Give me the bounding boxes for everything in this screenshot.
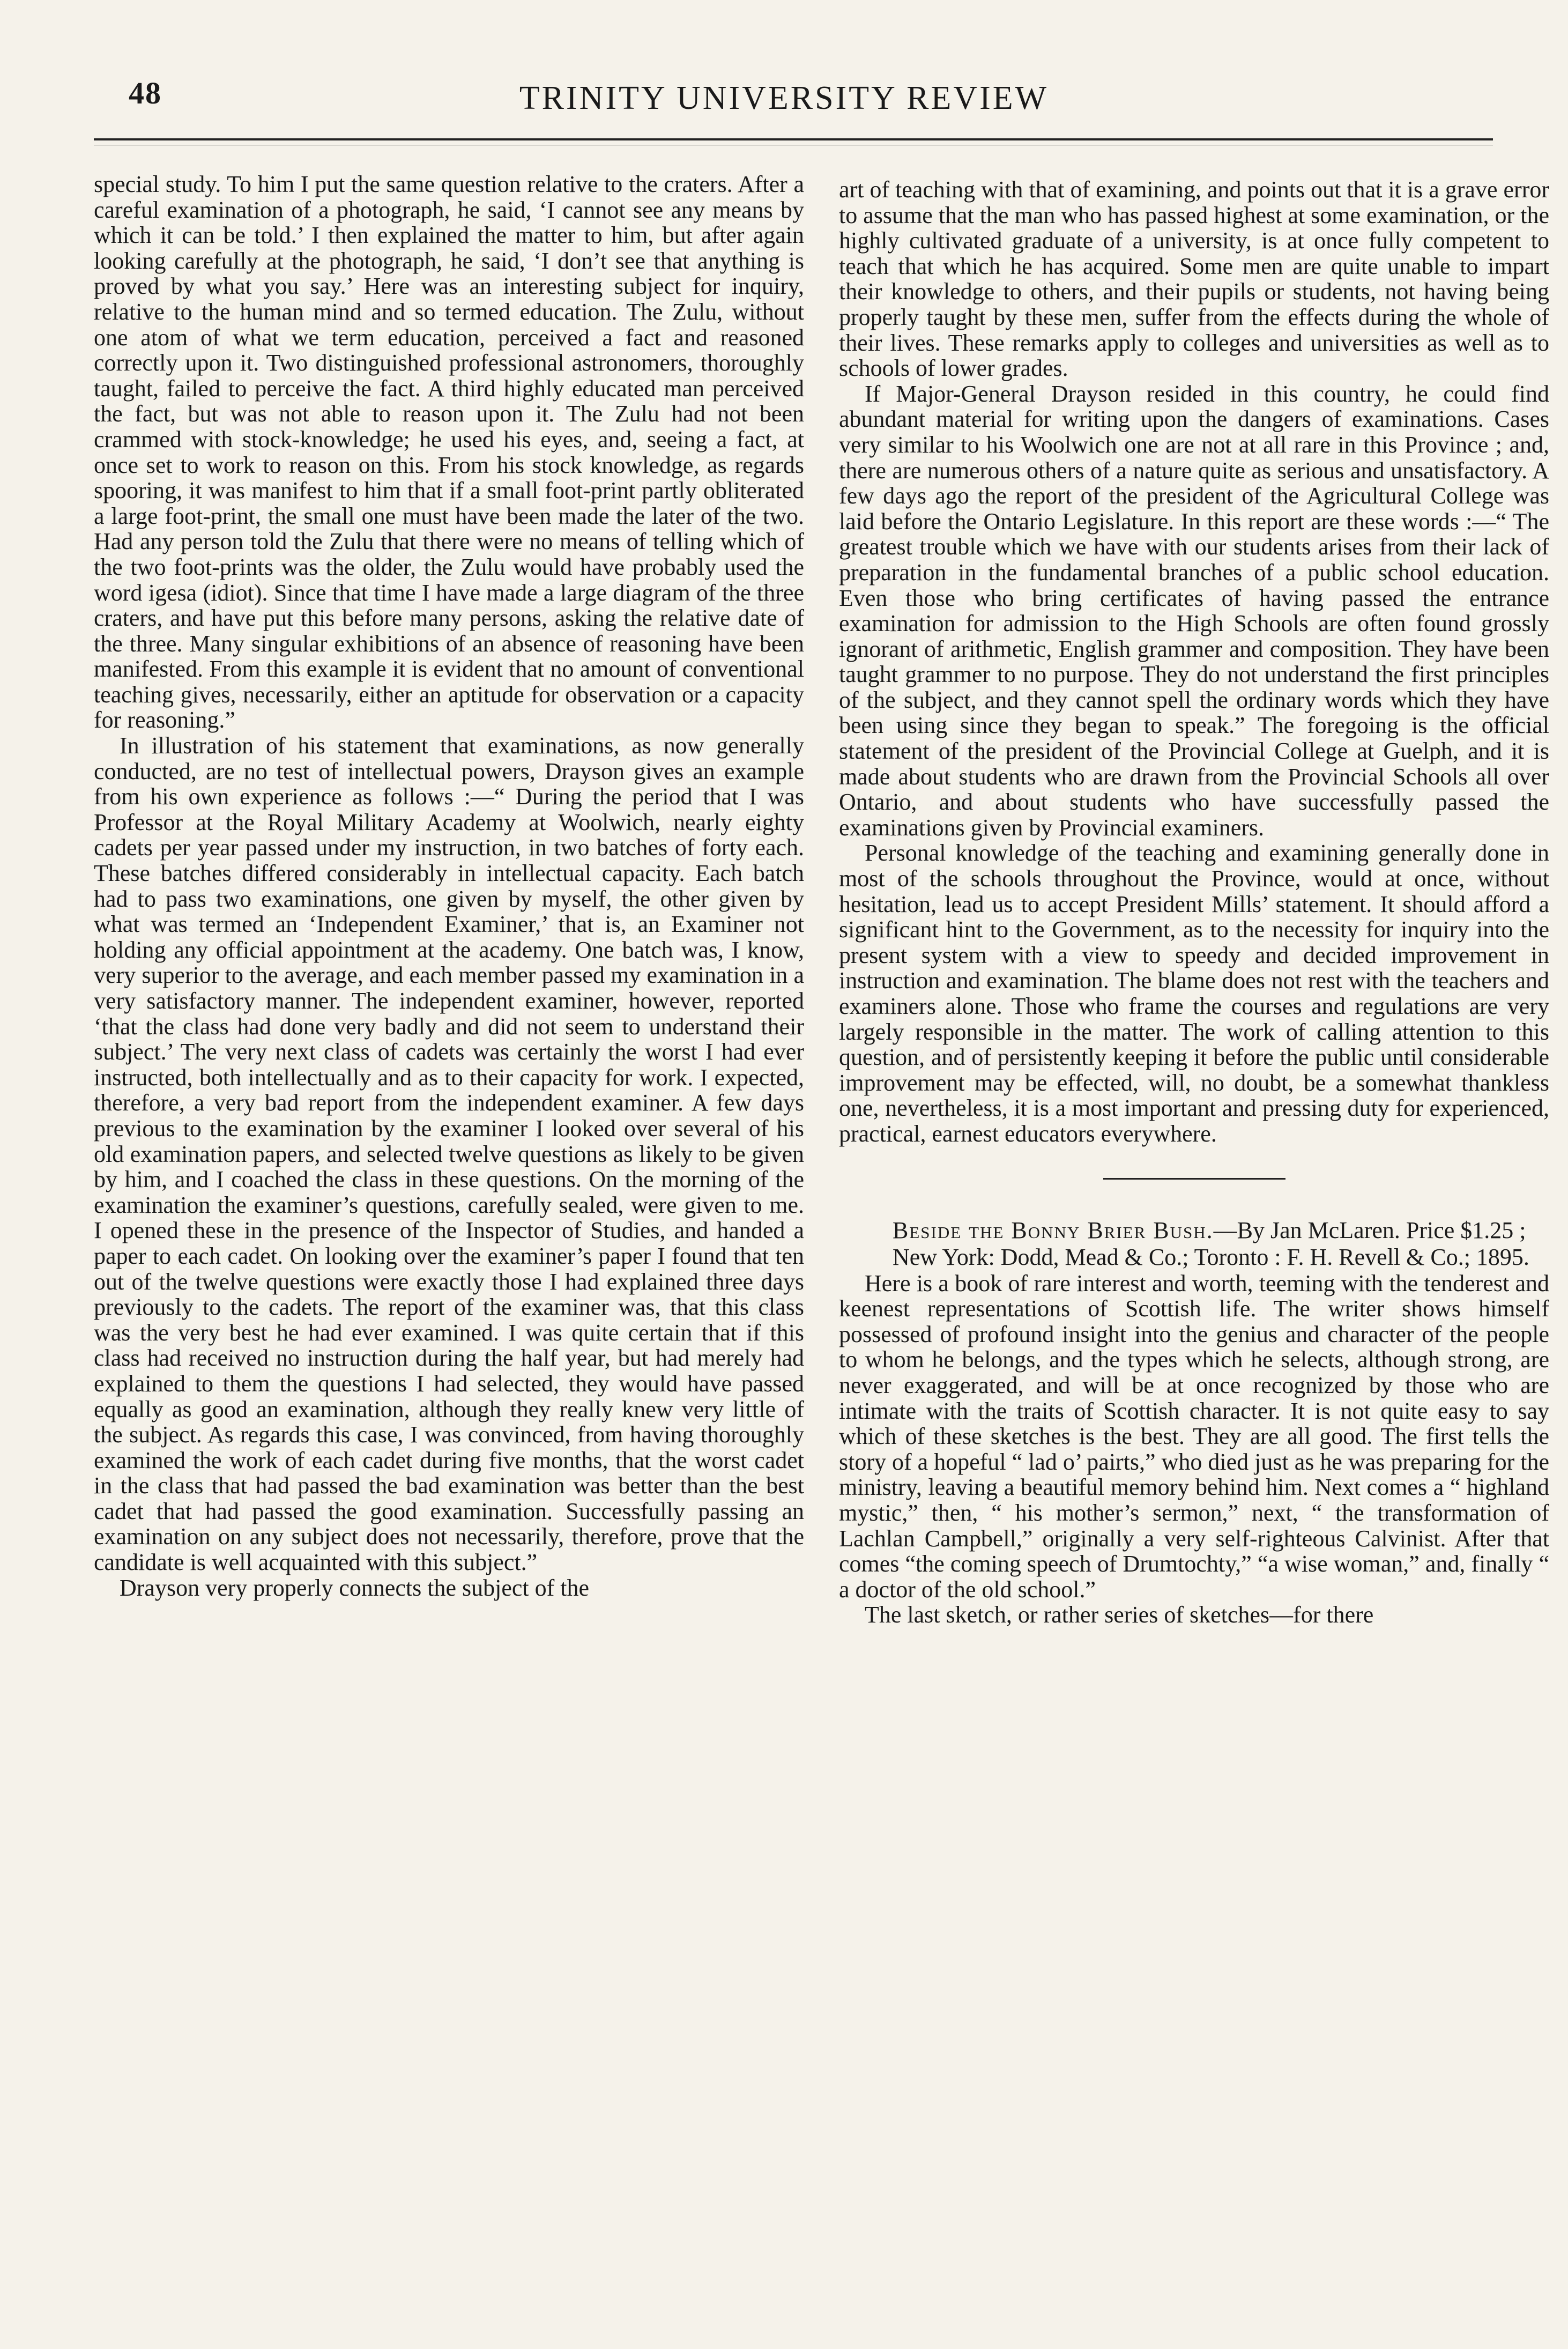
right-paragraph-2: If Major-General Drayson resided in this country, he could find abundant material for writing upon the dangers of examinations. Cases very similar to his Woolwich one are not at all rare in this Province ; and, there are numerous others of a nature quite as serious and unsatisfactory. A few days ago the report of the president of the Agricultural College was laid before the Ontario Legislature. In this report are these words :—“ The greatest trouble which we have with our students arises from their lack of preparation in the fundamental branches of a public school education. Even those who bring certificates of having passed the entrance examination for admission to the High Schools are often found grossly ignorant of arithmetic, English grammer and composition. They have been taught grammer to no purpose. They do not understand the first principles of the subject, and they cannot spell the ordinary words which they have been using since they began to speak.” The foregoing is the official statement of the president of the Provincial College at Guelph, and it is made about students who are drawn from the Provincial Schools all over Ontario, and about students who have successfully passed the examinations given by Provincial examiners. <box>839 380 1549 841</box>
right-paragraph-1: art of teaching with that of examining, and points out that it is a grave error to assume that the man who has passed highest at some examination, or the highly cultivated graduate of a university, is at once fully competent to teach that which he has acquired. Some men are quite unable to impart their knowledge to others, and their pupils or students, not having being properly taught by these men, suffer from the effects during the whole of their lives. These remarks apply to colleges and universities as well as to schools of lower grades. <box>839 176 1549 382</box>
review-book-title: Beside the Bonny Brier Bush. <box>893 1217 1214 1243</box>
page-number: 48 <box>129 76 162 110</box>
review-paragraph-1: Here is a book of rare interest and worth, teeming with the tenderest and keenest representations of Scottish life. The writer shows himself possessed of profound insight into the genius and character of the people to whom he belongs, and the types which he selects, although strong, are never exaggerated, and will be at once recognized by those who are intimate with the traits of Scottish character. It is not quite easy to say which of these sketches is the best. They are all good. The first tells the story of a hopeful “ lad o’ pairts,” who died just as he was preparing for the ministry, leaving a beautiful memory behind him. Next comes a “ highland mystic,” then, “ his mother’s sermon,” next, “ the transformation of Lachlan Campbell,” originally a very self-righteous Calvinist. After that comes “the coming speech of Drumtochty,” “a wise woman,” and, finally “ a doctor of the old school.” <box>839 1270 1549 1603</box>
left-paragraph-2: In illustration of his statement that examinations, as now generally conducted, are no test of intellectual powers, Drayson gives an example from his own experience as follows :—“ During the period that I was Professor at the Royal Military Academy at Woolwich, nearly eighty cadets per year passed under my instruction, in two batches of forty each. These batches differed considerably in intellectual capacity. Each batch had to pass two examinations, one given by myself, the other given by what was termed an ‘Independent Examiner,’ that is, an Examiner not holding any official appointment at the academy. One batch was, I know, very superior to the average, and each member passed my examination in a very satisfactory manner. The independent examiner, however, reported ‘that the class had done very badly and did not seem to understand their subject.’ The very next class of cadets was certainly the worst I had ever instructed, both intellectually and as to their capacity for work. I expected, therefore, a very bad report from the independent examiner. A few days previous to the examination by the examiner I looked over several of his old examination papers, and selected twelve questions as likely to be given by him, and I coached the class in these questions. On the morning of the examination the examiner’s questions, carefully sealed, were given to me. I opened these in the presence of the Inspector of Studies, and handed a paper to each cadet. On looking over the examiner’s paper I found that ten out of the twelve questions were exactly those I had explained three days previously to the cadets. The report of the examiner was, that this class was the very best he had ever examined. I was quite certain that if this class had received no instruction during the half year, but had merely had explained to them the questions I had selected, they would have passed equally as good an examination, although they really knew very little of the subject. As regards this case, I was convinced, from having thoroughly examined the work of each cadet during five months, that the worst cadet in the class that had passed the bad examination was better than the best cadet that had passed the good examination. Successfully passing an examination on any subject does not necessarily, therefore, prove that the candidate is well acquainted with this subject.” <box>94 732 804 1576</box>
left-paragraph-3: Drayson very properly connects the subject of the <box>120 1574 590 1601</box>
header-rule-thick <box>94 138 1493 140</box>
left-paragraph-1: special study. To him I put the same question relative to the craters. After a careful examination of a photograph, he said, ‘I cannot see any means by which it can be told.’ I then explained the matter to him, but after again looking carefully at the photograph, he said, ‘I don’t see that anything is proved by what you say.’ Here was an interesting subject for inquiry, relative to the human mind and so termed education. The Zulu, without one atom of what we term education, perceived a fact and reasoned correctly upon it. Two distinguished professional astronomers, thoroughly taught, failed to perceive the fact. A third highly educated man perceived the fact, but was not able to reason upon it. The Zulu had not been crammed with stock-knowledge; he used his eyes, and, seeing a fact, at once set to work to reason on this. From his stock knowledge, as regards spooring, it was manifest to him that if a small foot-print partly obliterated a large foot-print, the small one must have been made the later of the two. Had any person told the Zulu that there were no means of telling which of the two foot-prints was the older, the Zulu would have probably used the word igesa (idiot). Since that time I have made a large diagram of the three craters, and have put this before many persons, asking the relative date of the three. Many singular exhibitions of an absence of reasoning have been manifested. From this example it is evident that no amount of conventional teaching gives, necessarily, either an aptitude for observation or a capacity for reasoning.” <box>94 171 804 733</box>
right-column <box>839 177 1549 1628</box>
right-paragraph-3: Personal knowledge of the teaching and examining generally done in most of the schools throughout the Province, would at once, without hesitation, lead us to accept President Mills’ statement. It should afford a significant hint to the Government, as to the necessity for inquiry into the present system with a view to speedy and decided improvement in instruction and examination. The blame does not rest with the teachers and examiners alone. Those who frame the courses and regulations are very largely responsible in the matter. The work of calling attention to this question, and of persistently keeping it before the public until considerable improvement may be effected, will, no doubt, be a somewhat thankless one, nevertheless, it is a most important and pressing duty for experienced, practical, earnest educators everywhere. <box>839 840 1549 1147</box>
review-paragraph-2: The last sketch, or rather series of sketches—for there <box>865 1602 1374 1628</box>
section-divider <box>1103 1178 1285 1180</box>
running-head: TRINITY UNIVERSITY REVIEW <box>519 80 1049 116</box>
left-column <box>94 172 804 1600</box>
review-heading <box>839 1217 1549 1271</box>
review-book-details: —By Jan McLaren. Price $1.25 ; New York: Dodd, Mead & Co.; Toronto : F. H. Revell & Co.; 1895. <box>893 1217 1529 1270</box>
